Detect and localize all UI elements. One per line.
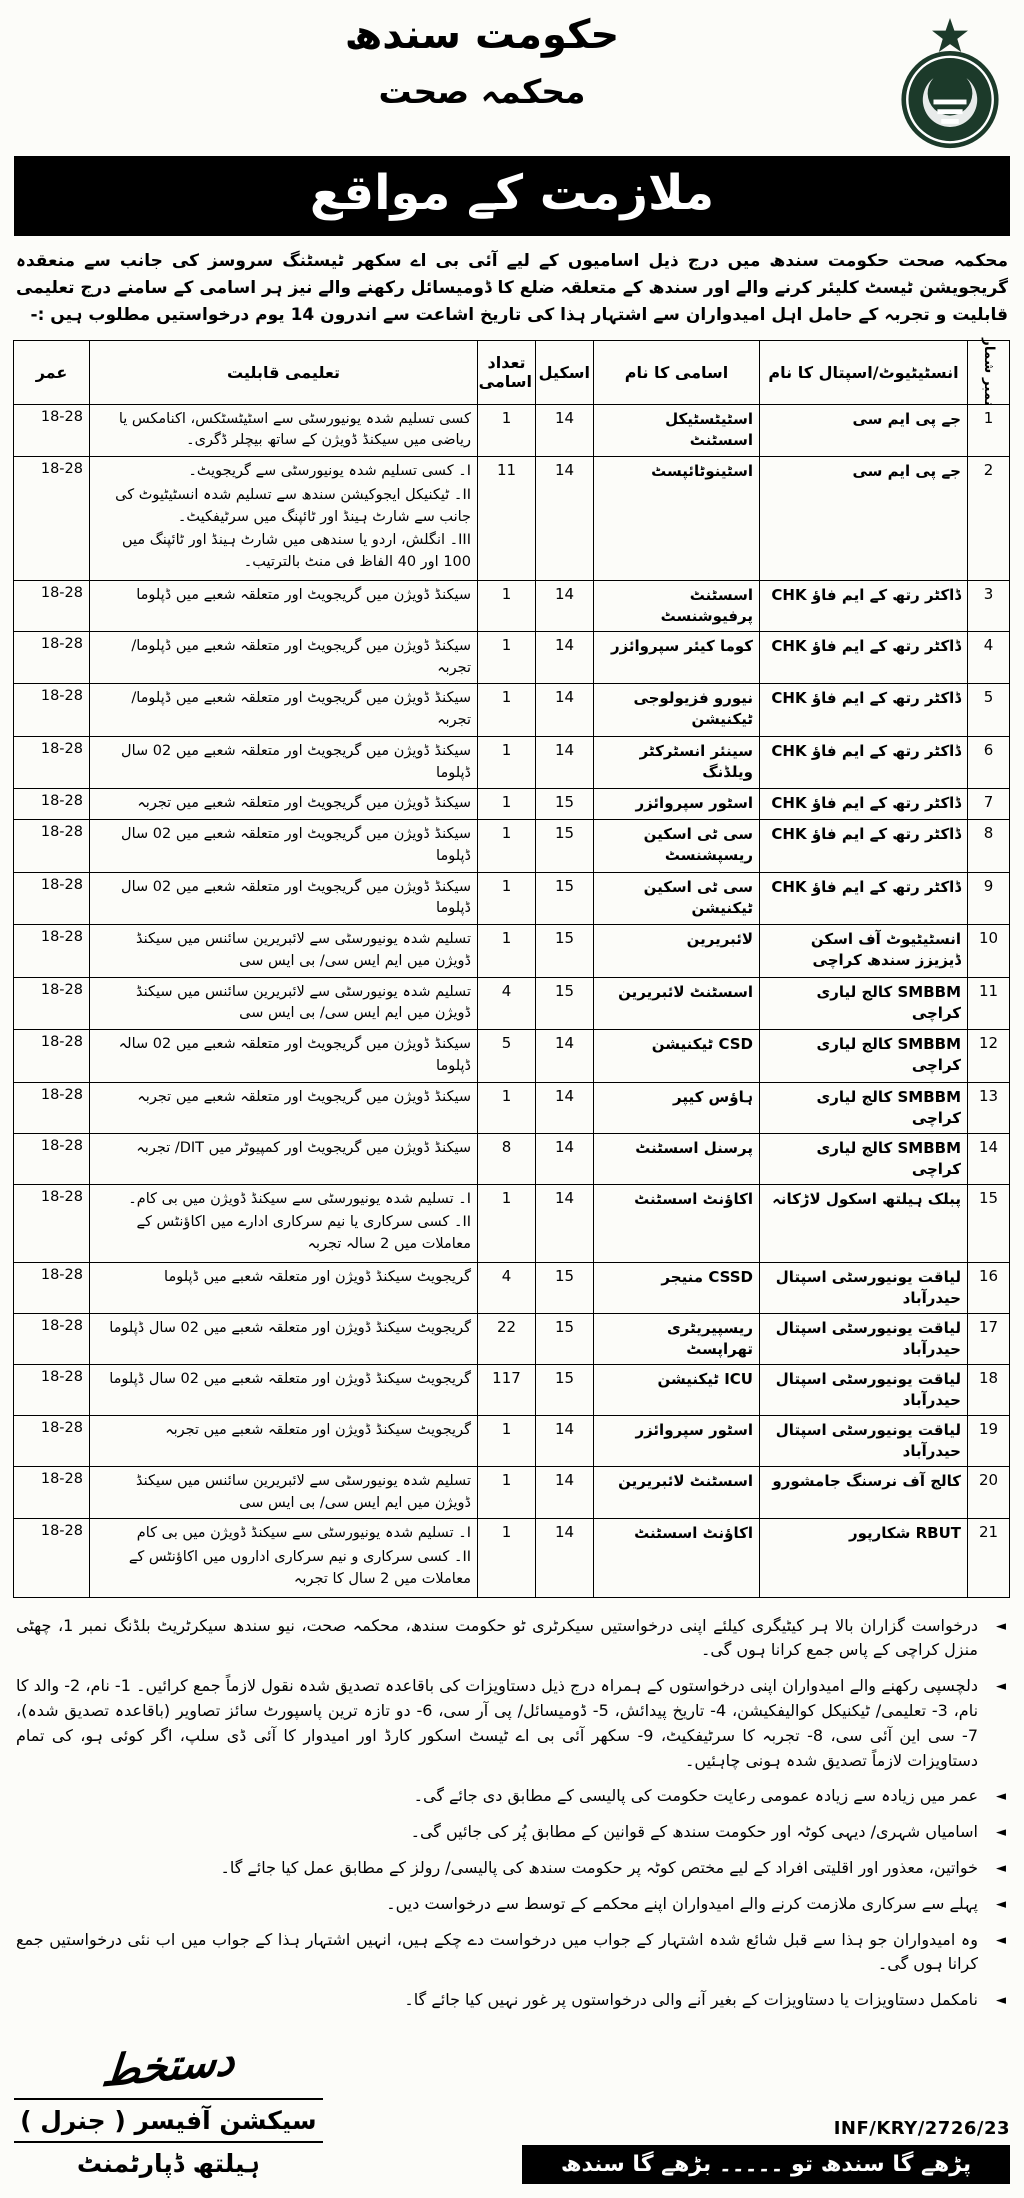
cell-position: اسٹور سپروائزر <box>594 1415 760 1466</box>
table-row <box>14 1364 1010 1415</box>
cell-serial: 7 <box>968 789 1010 820</box>
cell-age: 18-28 <box>14 977 90 1030</box>
column-header-age: عمر <box>14 340 90 404</box>
cell-posts: 1 <box>478 736 536 789</box>
cell-institute: ڈاکٹر رتھ کے ایم فاؤ CHK <box>760 789 968 820</box>
cell-scale: 14 <box>536 631 594 684</box>
cell-position: اسسٹنٹ پرفیوشنسٹ <box>594 580 760 631</box>
table-row <box>14 736 1010 789</box>
note-item: ◄ نامکمل دستاویزات یا دستاویزات کے بغیر آنے والی درخواستوں پر غور نہیں کیا جائے گا۔ <box>16 1988 1008 2013</box>
cell-scale: 15 <box>536 872 594 925</box>
cell-institute: ڈاکٹر رتھ کے ایم فاؤ CHK <box>760 580 968 631</box>
cell-position: ریسپیریٹری تھراپسٹ <box>594 1313 760 1364</box>
cell-posts: 1 <box>478 631 536 684</box>
table-row <box>14 1519 1010 1597</box>
slogan-banner: پڑھے گا سندھ تو ۔۔۔۔۔ بڑھے گا سندھ <box>522 2145 1010 2184</box>
column-header-qualification: تعلیمی قابلیت <box>90 340 478 404</box>
cell-serial: 15 <box>968 1184 1010 1262</box>
column-header-scale: اسکیل <box>536 340 594 404</box>
column-header-position: اسامی کا نام <box>594 340 760 404</box>
cell-position: اسٹینوٹائپسٹ <box>594 457 760 581</box>
table-row <box>14 1133 1010 1184</box>
department-title: ہیلتھ ڈپارٹمنٹ <box>14 2141 323 2184</box>
cell-qualification: تسلیم شدہ یونیورسٹی سے لائبریرین سائنس میں سیکنڈ ڈویژن میں ایم ایس سی/ بی ایس سی <box>90 1466 478 1519</box>
cell-qualification: سیکنڈ ڈویژن میں گریجویٹ اور متعلقہ شعبے میں 02 سال ڈپلوما <box>90 736 478 789</box>
table-row <box>14 1313 1010 1364</box>
cell-qualification: I۔ تسلیم شدہ یونیورسٹی سے سیکنڈ ڈویژن میں بی کام II۔ کسی سرکاری و نیم سرکاری اداروں میں اکاؤنٹس کے معاملات میں 2 سال کا تجربہ <box>90 1519 478 1597</box>
cell-position: CSD ٹیکنیشن <box>594 1030 760 1083</box>
cell-age: 18-28 <box>14 1262 90 1313</box>
cell-posts: 1 <box>478 872 536 925</box>
cell-position: ICU ٹیکنیشن <box>594 1364 760 1415</box>
cell-serial: 5 <box>968 684 1010 737</box>
table-row <box>14 1466 1010 1519</box>
cell-position: پرسنل اسسٹنٹ <box>594 1133 760 1184</box>
cell-age: 18-28 <box>14 925 90 978</box>
cell-position: نیورو فزیولوجی ٹیکنیشن <box>594 684 760 737</box>
cell-age: 18-28 <box>14 404 90 457</box>
cell-posts: 1 <box>478 789 536 820</box>
cell-serial: 17 <box>968 1313 1010 1364</box>
jobs-table-body <box>14 404 1010 1597</box>
table-row <box>14 977 1010 1030</box>
cell-qualification: گریجویٹ سیکنڈ ڈویژن اور متعلقہ شعبے میں 02 سال ڈپلوما <box>90 1313 478 1364</box>
cell-institute: ڈاکٹر رتھ کے ایم فاؤ CHK <box>760 684 968 737</box>
column-header-posts: تعداد اسامی <box>478 340 536 404</box>
cell-serial: 21 <box>968 1519 1010 1597</box>
cell-posts: 5 <box>478 1030 536 1083</box>
signature-scribble: دستخط <box>99 2034 238 2097</box>
cell-posts: 22 <box>478 1313 536 1364</box>
banner-title: ملازمت کے مواقع <box>309 165 715 221</box>
note-item: ◄ دلچسپی رکھنے والے امیدواران اپنی درخواستوں کے ہمراہ درج ذیل دستاویزات کی باقاعدہ تصدیق شدہ نقول لازماً جمع کرائیں۔ 1- نام، 2- والد کا نام، 3- تعلیمی/ ٹیکنیکل کوالیفکیشن، 4- تاریخ پیدائش، 5- ڈومیسائل/ پی آر سی، 6- دو تازہ ترین پاسپورٹ سائز تصاویر (باقاعدہ تصدیق شدہ)، 7- سی این آئی سی، 8- تجربہ کا سرٹیفکیٹ، 9- سکھر آئی بی اے ٹیسٹ اسکور کارڈ اور امیدوار کا آئی ڈی سلپ، اگر کوئی ہو، کی تمام دستاویزات لازماً تصدیق شدہ ہونی چاہئیں۔ <box>16 1674 1008 1773</box>
cell-qualification: سیکنڈ ڈویژن میں گریجویٹ اور متعلقہ شعبے میں ڈپلوما/ تجربہ <box>90 684 478 737</box>
cell-qualification: گریجویٹ سیکنڈ ڈویژن اور متعلقہ شعبے میں تجربہ <box>90 1415 478 1466</box>
note-item: ◄ درخواست گزاران بالا ہر کیٹیگری کیلئے اپنی درخواستیں سیکرٹری ٹو حکومت سندھ، محکمہ صحت، نیو سندھ سیکرٹریٹ بلڈنگ نمبر 1، چھٹی منزل کراچی کے پاس جمع کرانا ہوں گی۔ <box>16 1614 1008 1664</box>
cell-institute: کالج آف نرسنگ جامشورو <box>760 1466 968 1519</box>
cell-qualification: سیکنڈ ڈویژن میں گریجویٹ اور متعلقہ شعبے میں تجربہ <box>90 1082 478 1133</box>
cell-institute: انسٹیٹیوٹ آف اسکن ڈیزیزز سندھ کراچی <box>760 925 968 978</box>
cell-qualification: گریجویٹ سیکنڈ ڈویژن اور متعلقہ شعبے میں 02 سال ڈپلوما <box>90 1364 478 1415</box>
cell-posts: 8 <box>478 1133 536 1184</box>
cell-age: 18-28 <box>14 1082 90 1133</box>
sindh-government-emblem-icon <box>896 16 1004 152</box>
cell-position: اسسٹنٹ لائبریرین <box>594 977 760 1030</box>
cell-serial: 4 <box>968 631 1010 684</box>
cell-scale: 14 <box>536 736 594 789</box>
cell-qualification: گریجویٹ سیکنڈ ڈویژن اور متعلقہ شعبے میں ڈپلوما <box>90 1262 478 1313</box>
table-header-row <box>14 340 1010 404</box>
cell-qualification: سیکنڈ ڈویژن میں گریجویٹ اور متعلقہ شعبے میں 02 سال ڈپلوما <box>90 820 478 873</box>
cell-institute: ڈاکٹر رتھ کے ایم فاؤ CHK <box>760 736 968 789</box>
cell-institute: لیاقت یونیورسٹی اسپتال حیدرآباد <box>760 1415 968 1466</box>
cell-scale: 15 <box>536 925 594 978</box>
cell-institute: جے پی ایم سی <box>760 404 968 457</box>
cell-scale: 15 <box>536 1313 594 1364</box>
cell-scale: 15 <box>536 789 594 820</box>
cell-posts: 1 <box>478 684 536 737</box>
cell-posts: 1 <box>478 404 536 457</box>
table-row <box>14 580 1010 631</box>
cell-scale: 15 <box>536 1364 594 1415</box>
cell-age: 18-28 <box>14 1184 90 1262</box>
cell-scale: 15 <box>536 1262 594 1313</box>
cell-posts: 1 <box>478 1519 536 1597</box>
cell-qualification: I۔ کسی تسلیم شدہ یونیورسٹی سے گریجویٹ۔ II۔ ٹیکنیکل ایجوکیشن سندھ سے تسلیم شدہ انسٹیٹیوٹ کی جانب سے شارٹ ہینڈ اور ٹائپنگ میں سرٹیفکیٹ۔ III۔ انگلش، اردو یا سندھی میں شارٹ ہینڈ اور ٹائپنگ میں 100 اور 40 الفاظ فی منٹ بالترتیب۔ <box>90 457 478 581</box>
note-item: ◄ پہلے سے سرکاری ملازمت کرنے والے امیدواران اپنے محکمے کے توسط سے درخواست دیں۔ <box>16 1892 1008 1917</box>
cell-scale: 14 <box>536 580 594 631</box>
note-item: ◄ وہ امیدواران جو ہذا سے قبل شائع شدہ اشتہار کے جواب میں درخواست دے چکے ہیں، انہیں اشتہار ہذا کے جواب میں اب نئی درخواستیں جمع کرانا ہوں گی۔ <box>16 1928 1008 1978</box>
cell-scale: 14 <box>536 1519 594 1597</box>
cell-posts: 1 <box>478 580 536 631</box>
jobs-banner <box>14 156 1010 236</box>
cell-posts: 11 <box>478 457 536 581</box>
cell-age: 18-28 <box>14 457 90 581</box>
department-name-top: محکمہ صحت <box>378 72 586 111</box>
table-row <box>14 631 1010 684</box>
cell-institute: ڈاکٹر رتھ کے ایم فاؤ CHK <box>760 872 968 925</box>
table-row <box>14 789 1010 820</box>
cell-posts: 4 <box>478 1262 536 1313</box>
cell-age: 18-28 <box>14 1415 90 1466</box>
cell-institute: ڈاکٹر رتھ کے ایم فاؤ CHK <box>760 631 968 684</box>
note-item: ◄ اسامیاں شہری/ دیہی کوٹہ اور حکومت سندھ کے قوانین کے مطابق پُر کی جائیں گی۔ <box>16 1820 1008 1845</box>
table-row <box>14 457 1010 581</box>
cell-institute: SMBBM کالج لیاری کراچی <box>760 1030 968 1083</box>
signature-block <box>14 2034 323 2184</box>
cell-position: سی ٹی اسکین ریسپشنسٹ <box>594 820 760 873</box>
cell-position: اکاؤنٹ اسسٹنٹ <box>594 1184 760 1262</box>
cell-scale: 14 <box>536 1466 594 1519</box>
cell-serial: 16 <box>968 1262 1010 1313</box>
cell-scale: 14 <box>536 1133 594 1184</box>
cell-position: ہاؤس کیپر <box>594 1082 760 1133</box>
table-row <box>14 1262 1010 1313</box>
cell-qualification: کسی تسلیم شدہ یونیورسٹی سے اسٹیٹسٹکس، اکنامکس یا ریاضی میں سیکنڈ ڈویژن کے ساتھ بیچلر ڈگری۔ <box>90 404 478 457</box>
cell-scale: 14 <box>536 684 594 737</box>
cell-position: CSSD منیجر <box>594 1262 760 1313</box>
note-item: ◄ خواتین، معذور اور اقلیتی افراد کے لیے مختص کوٹہ پر حکومت سندھ کی پالیسی/ رولز کے مطابق عمل کیا جائے گا۔ <box>16 1856 1008 1881</box>
cell-serial: 11 <box>968 977 1010 1030</box>
ref-and-slogan <box>522 2118 1010 2184</box>
cell-institute: لیاقت یونیورسٹی اسپتال حیدرآباد <box>760 1364 968 1415</box>
cell-age: 18-28 <box>14 1313 90 1364</box>
cell-serial: 1 <box>968 404 1010 457</box>
cell-scale: 14 <box>536 1082 594 1133</box>
cell-qualification: تسلیم شدہ یونیورسٹی سے لائبریرین سائنس میں سیکنڈ ڈویژن میں ایم ایس سی/ بی ایس سی <box>90 977 478 1030</box>
cell-position: سینئر انسٹرکٹر ویلڈنگ <box>594 736 760 789</box>
cell-serial: 3 <box>968 580 1010 631</box>
cell-serial: 9 <box>968 872 1010 925</box>
cell-serial: 8 <box>968 820 1010 873</box>
cell-qualification: سیکنڈ ڈویژن میں گریجویٹ اور متعلقہ شعبے میں ڈپلوما/ تجربہ <box>90 631 478 684</box>
cell-position: اسسٹنٹ لائبریرین <box>594 1466 760 1519</box>
cell-position: اسٹیٹسٹیکل اسسٹنٹ <box>594 404 760 457</box>
cell-scale: 15 <box>536 977 594 1030</box>
cell-age: 18-28 <box>14 872 90 925</box>
table-row <box>14 684 1010 737</box>
column-header-serial: نمبر شمار <box>968 340 1010 404</box>
cell-serial: 19 <box>968 1415 1010 1466</box>
cell-serial: 2 <box>968 457 1010 581</box>
officer-title: سیکشن آفیسر ( جنرل ) <box>14 2098 323 2141</box>
cell-position: اکاؤنٹ اسسٹنٹ <box>594 1519 760 1597</box>
note-item: ◄ عمر میں زیادہ سے زیادہ عمومی رعایت حکومت کی پالیسی کے مطابق دی جائے گی۔ <box>16 1784 1008 1809</box>
table-row <box>14 1184 1010 1262</box>
cell-posts: 1 <box>478 925 536 978</box>
table-row <box>14 1415 1010 1466</box>
cell-position: لائبریرین <box>594 925 760 978</box>
table-row <box>14 820 1010 873</box>
cell-serial: 12 <box>968 1030 1010 1083</box>
cell-age: 18-28 <box>14 1133 90 1184</box>
cell-qualification: سیکنڈ ڈویژن میں گریجویٹ اور متعلقہ شعبے میں 02 سالہ ڈپلوما <box>90 1030 478 1083</box>
cell-age: 18-28 <box>14 580 90 631</box>
cell-serial: 18 <box>968 1364 1010 1415</box>
table-row <box>14 1030 1010 1083</box>
cell-scale: 14 <box>536 404 594 457</box>
cell-posts: 1 <box>478 820 536 873</box>
cell-qualification: سیکنڈ ڈویژن میں گریجویٹ اور متعلقہ شعبے میں تجربہ <box>90 789 478 820</box>
cell-institute: لیاقت یونیورسٹی اسپتال حیدرآباد <box>760 1313 968 1364</box>
government-name: حکومت سندھ <box>344 12 620 58</box>
cell-age: 18-28 <box>14 1030 90 1083</box>
cell-institute: جے پی ایم سی <box>760 457 968 581</box>
cell-posts: 117 <box>478 1364 536 1415</box>
cell-age: 18-28 <box>14 1466 90 1519</box>
cell-serial: 6 <box>968 736 1010 789</box>
cell-age: 18-28 <box>14 1364 90 1415</box>
cell-age: 18-28 <box>14 684 90 737</box>
cell-institute: SMBBM کالج لیاری کراچی <box>760 1133 968 1184</box>
cell-serial: 10 <box>968 925 1010 978</box>
jobs-table <box>13 340 1010 1598</box>
cell-serial: 14 <box>968 1133 1010 1184</box>
cell-institute: لیاقت یونیورسٹی اسپتال حیدرآباد <box>760 1262 968 1313</box>
cell-scale: 14 <box>536 1184 594 1262</box>
cell-scale: 14 <box>536 1030 594 1083</box>
cell-qualification: I۔ تسلیم شدہ یونیورسٹی سے سیکنڈ ڈویژن میں بی کام۔ II۔ کسی سرکاری یا نیم سرکاری ادارے میں اکاؤنٹس کے معاملات میں 2 سالہ تجربہ <box>90 1184 478 1262</box>
table-row <box>14 1082 1010 1133</box>
cell-age: 18-28 <box>14 820 90 873</box>
cell-posts: 1 <box>478 1466 536 1519</box>
cell-age: 18-28 <box>14 789 90 820</box>
cell-posts: 4 <box>478 977 536 1030</box>
cell-age: 18-28 <box>14 1519 90 1597</box>
cell-age: 18-28 <box>14 631 90 684</box>
cell-institute: SMBBM کالج لیاری کراچی <box>760 977 968 1030</box>
cell-serial: 13 <box>968 1082 1010 1133</box>
table-row <box>14 404 1010 457</box>
cell-institute: ڈاکٹر رتھ کے ایم فاؤ CHK <box>760 820 968 873</box>
cell-position: سی ٹی اسکین ٹیکنیشن <box>594 872 760 925</box>
cell-age: 18-28 <box>14 736 90 789</box>
cell-posts: 1 <box>478 1082 536 1133</box>
cell-qualification: سیکنڈ ڈویژن میں گریجویٹ اور متعلقہ شعبے میں ڈپلوما <box>90 580 478 631</box>
cell-institute: RBUT شکارپور <box>760 1519 968 1597</box>
cell-institute: SMBBM کالج لیاری کراچی <box>760 1082 968 1133</box>
cell-scale: 15 <box>536 820 594 873</box>
notes-list <box>16 1614 1008 2013</box>
footer <box>14 2034 1010 2184</box>
intro-paragraph: محکمہ صحت حکومت سندھ میں درج ذیل اسامیوں کے لیے آئی بی اے سکھر ٹیسٹنگ سروسز کی جانب سے منعقدہ گریجویشن ٹیسٹ کلیئر کرنے والے اور سندھ کے متعلقہ ضلع کا ڈومیسائل رکھنے والے نیز ہر اسامی کے سامنے درج تعلیمی قابلیت و تجربہ کے حامل اہل امیدواران سے اشتہار ہذا کی تاریخ اشاعت سے اندرون 14 یوم درخواستیں مطلوب ہیں :- <box>16 251 1008 326</box>
masthead <box>14 8 1010 154</box>
cell-scale: 14 <box>536 1415 594 1466</box>
government-titles <box>0 12 980 111</box>
table-row <box>14 872 1010 925</box>
column-header-institute: انسٹیٹیوٹ/اسپتال کا نام <box>760 340 968 404</box>
cell-qualification: سیکنڈ ڈویژن میں گریجویٹ اور کمپیوٹر میں DIT/ تجربہ <box>90 1133 478 1184</box>
cell-serial: 20 <box>968 1466 1010 1519</box>
cell-institute: پبلک ہیلتھ اسکول لاڑکانہ <box>760 1184 968 1262</box>
cell-posts: 1 <box>478 1415 536 1466</box>
ad-reference-number: INF/KRY/2726/23 <box>833 2117 1010 2139</box>
cell-posts: 1 <box>478 1184 536 1262</box>
table-row <box>14 925 1010 978</box>
cell-position: اسٹور سپروائزر <box>594 789 760 820</box>
cell-scale: 14 <box>536 457 594 581</box>
cell-qualification: تسلیم شدہ یونیورسٹی سے لائبریرین سائنس میں سیکنڈ ڈویژن میں ایم ایس سی/ بی ایس سی <box>90 925 478 978</box>
cell-qualification: سیکنڈ ڈویژن میں گریجویٹ اور متعلقہ شعبے میں 02 سال ڈپلوما <box>90 872 478 925</box>
cell-position: کوما کیئر سپروائزر <box>594 631 760 684</box>
